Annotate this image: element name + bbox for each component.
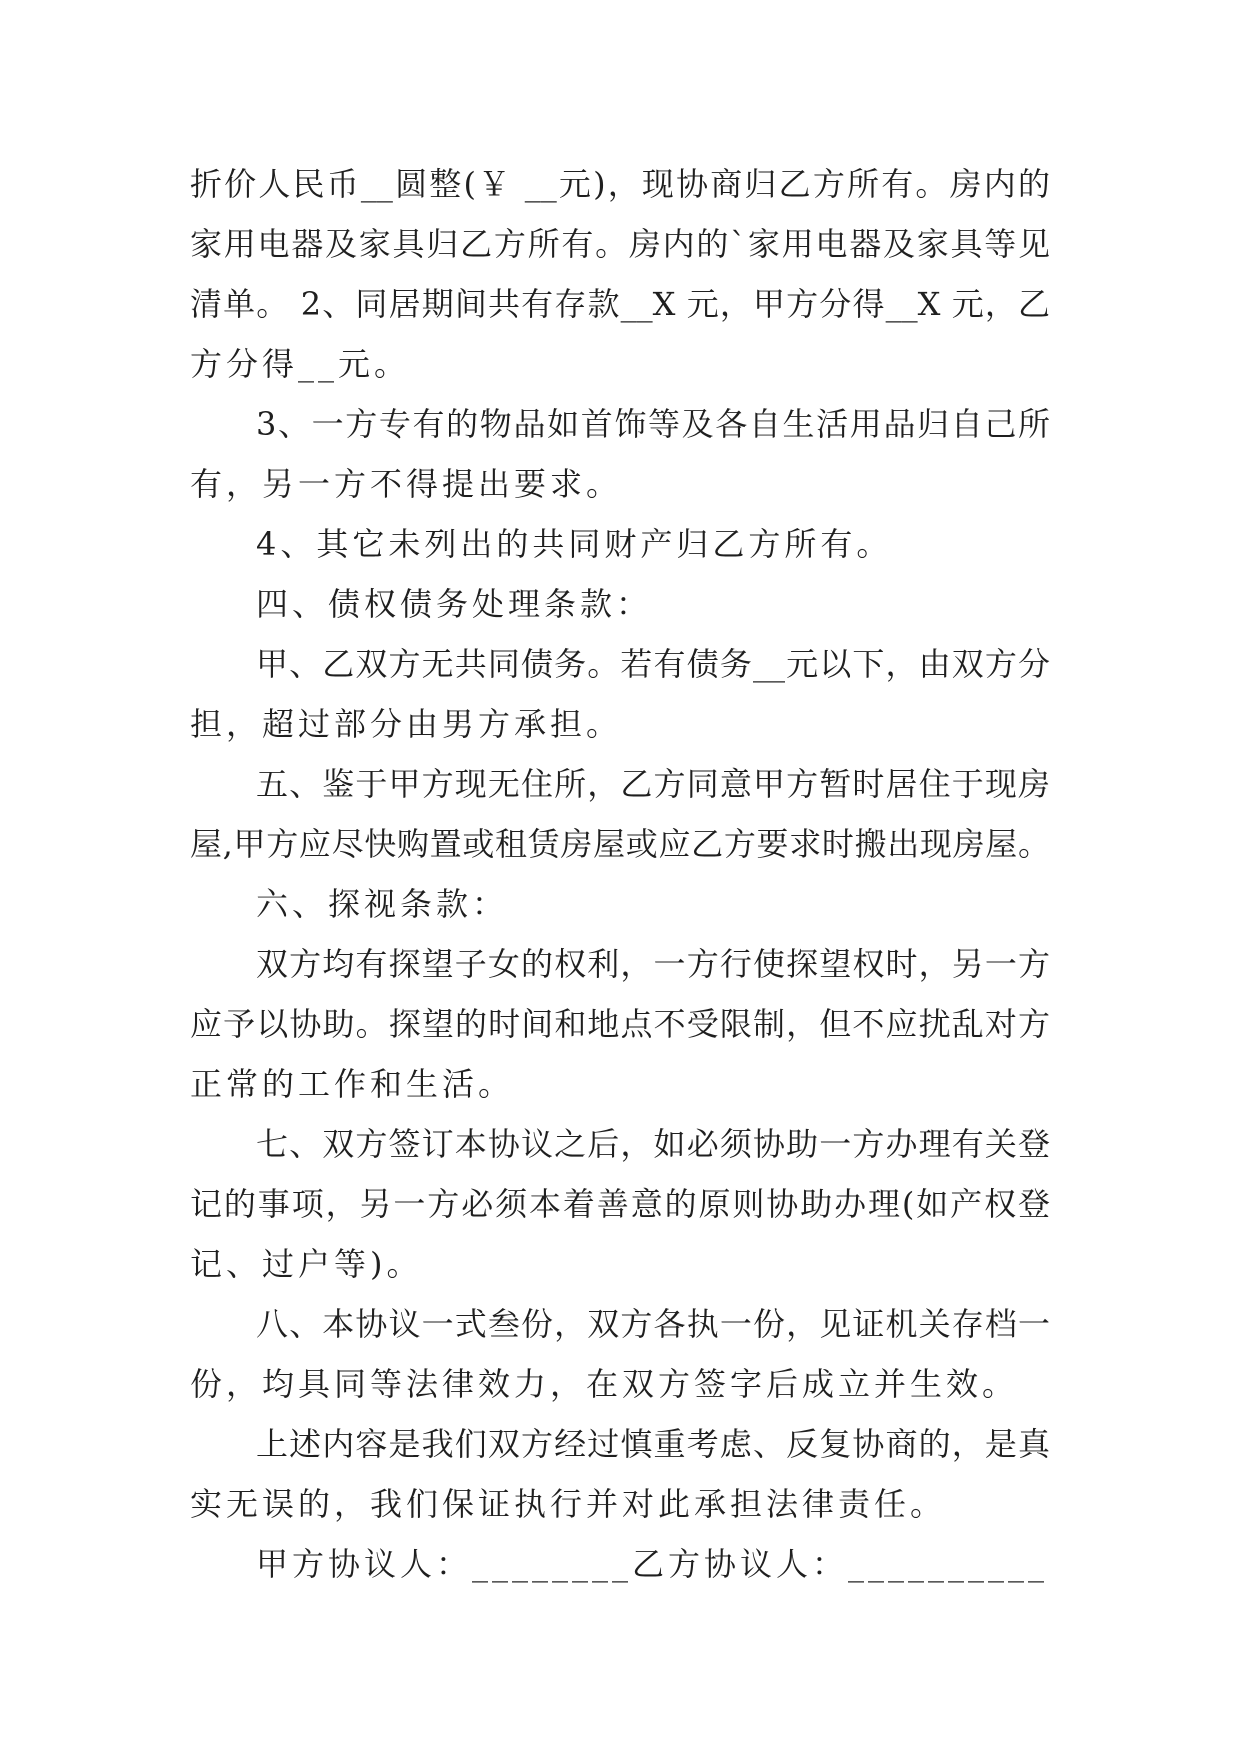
text-line: 正常的工作和生活。 (190, 1065, 515, 1103)
text-line: 五、鉴于甲方现无住所，乙方同意甲方暂时居住于现房 (256, 765, 1050, 803)
text-line: 3、一方专有的物品如首饰等及各自生活用品归自己所 (256, 405, 1050, 443)
text-line: 折价人民币__圆整(￥ __元)，现协商归乙方所有。房内的 (190, 165, 1050, 203)
text-line: 担，超过部分由男方承担。 (190, 705, 623, 743)
text-line: 屋,甲方应尽快购置或租赁房屋或应乙方要求时搬出现房屋。 (190, 825, 1050, 863)
text-line: 八、本协议一式叁份，双方各执一份，见证机关存档一 (256, 1305, 1050, 1343)
text-line: 有，另一方不得提出要求。 (190, 465, 623, 503)
text-line: 甲、乙双方无共同债务。若有债务__元以下，由双方分 (256, 645, 1050, 683)
text-line: 七、双方签订本协议之后，如必须协助一方办理有关登 (256, 1125, 1050, 1163)
text-line: 应予以协助。探望的时间和地点不受限制，但不应扰乱对方 (190, 1005, 1050, 1043)
text-line: 双方均有探望子女的权利，一方行使探望权时，另一方 (256, 945, 1050, 983)
text-line: 份，均具同等法律效力，在双方签字后成立并生效。 (190, 1365, 1019, 1403)
section-heading: 四、债权债务处理条款： (256, 585, 653, 623)
text-line: 清单。 2、同居期间共有存款__X 元，甲方分得__X 元，乙 (190, 285, 1050, 323)
text-line: 方分得__元。 (190, 345, 411, 383)
text-line: 家用电器及家具归乙方所有。房内的`家用电器及家具等见 (190, 225, 1050, 263)
text-line: 记的事项，另一方必须本着善意的原则协助办理(如产权登 (190, 1185, 1050, 1223)
text-line: 上述内容是我们双方经过慎重考虑、反复协商的，是真 (256, 1425, 1050, 1463)
document-body (190, 154, 1050, 1594)
text-line: 实无误的，我们保证执行并对此承担法律责任。 (190, 1485, 947, 1523)
text-line: 记、过户等)。 (190, 1245, 423, 1283)
text-line: 4、其它未列出的共同财产归乙方所有。 (256, 525, 893, 563)
signature-line: 甲方协议人：________乙方协议人：__________ (256, 1545, 1049, 1583)
section-heading: 六、探视条款： (256, 885, 509, 923)
